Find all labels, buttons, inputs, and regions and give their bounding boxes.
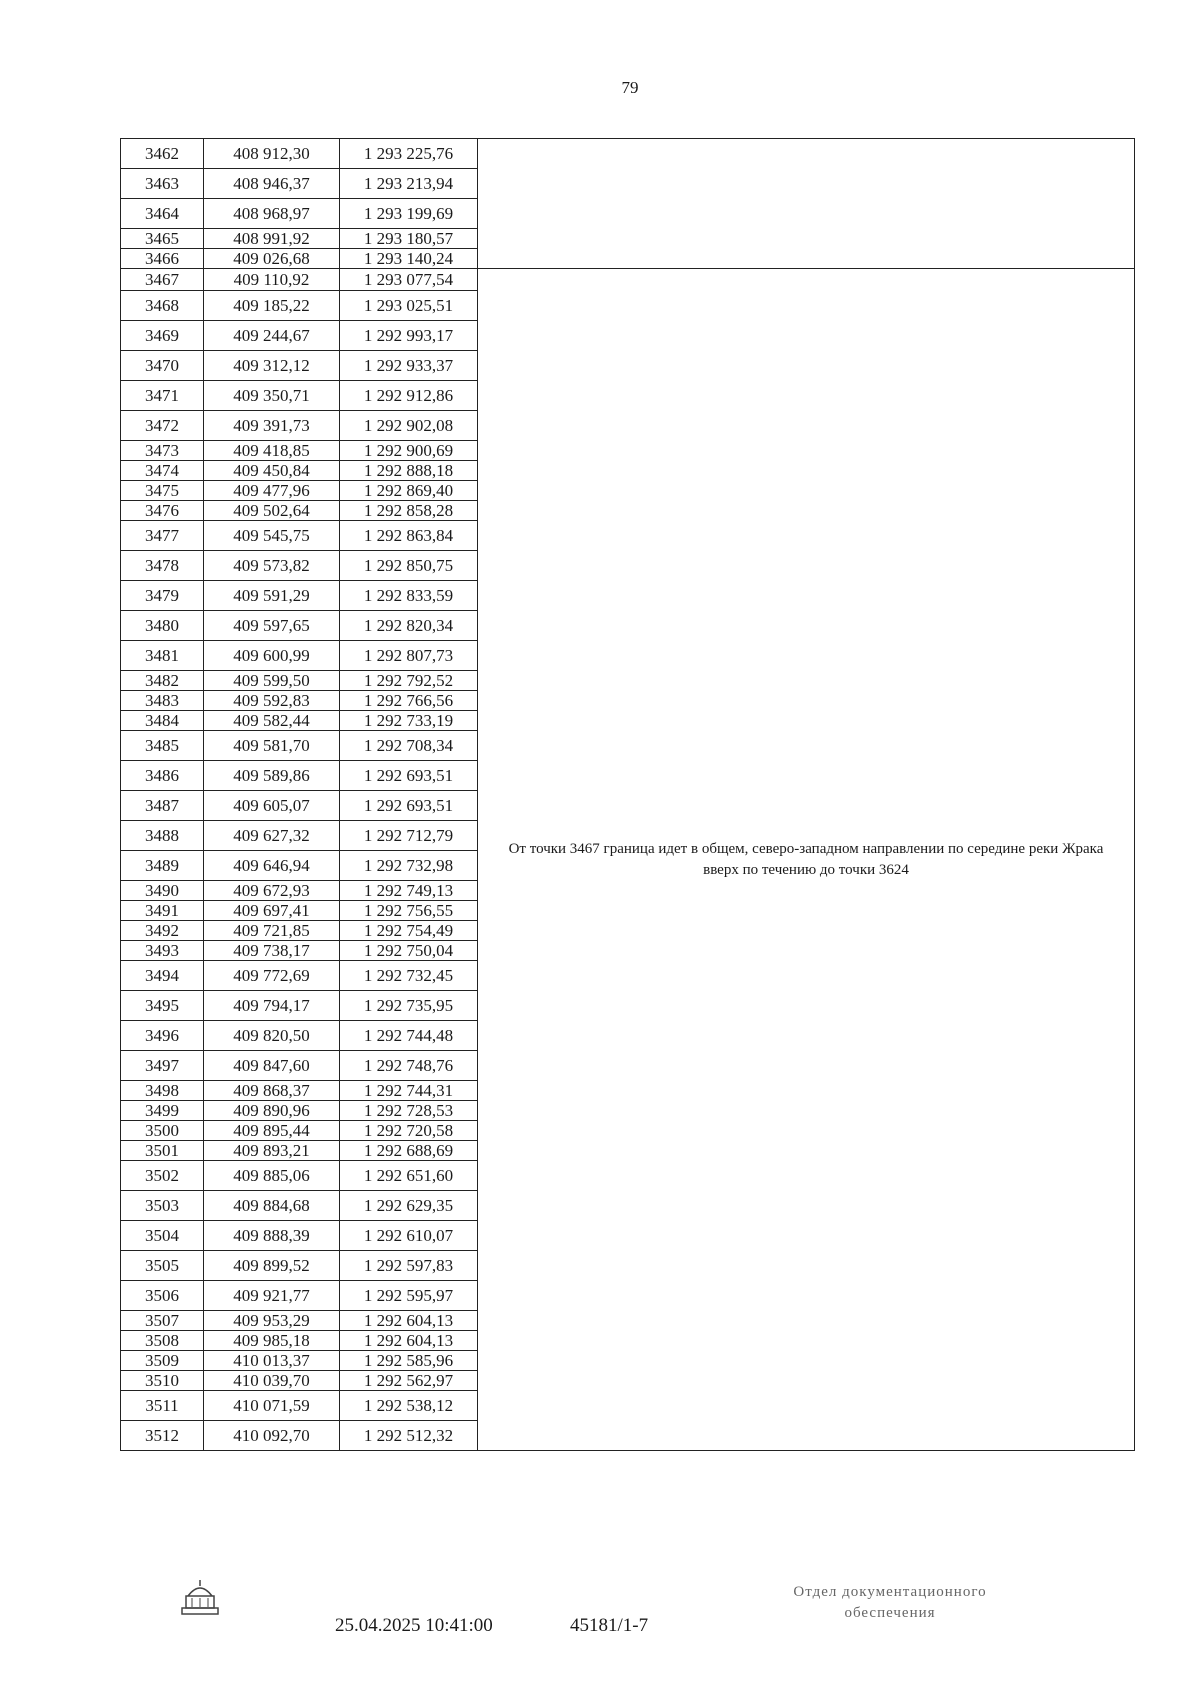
x-coordinate-cell: 409 888,39 (204, 1221, 340, 1251)
point-number-cell: 3467 (121, 269, 204, 291)
y-coordinate-cell: 1 292 933,37 (340, 351, 478, 381)
y-coordinate-cell: 1 293 140,24 (340, 249, 478, 269)
x-coordinate-cell: 409 591,29 (204, 581, 340, 611)
stamp-line-2: обеспечения (844, 1605, 936, 1621)
x-coordinate-cell: 409 772,69 (204, 961, 340, 991)
x-coordinate-cell: 409 899,52 (204, 1251, 340, 1281)
y-coordinate-cell: 1 292 869,40 (340, 481, 478, 501)
y-coordinate-cell: 1 292 651,60 (340, 1161, 478, 1191)
y-coordinate-cell: 1 293 180,57 (340, 229, 478, 249)
y-coordinate-cell: 1 292 712,79 (340, 821, 478, 851)
y-coordinate-cell: 1 292 597,83 (340, 1251, 478, 1281)
x-coordinate-cell: 410 071,59 (204, 1391, 340, 1421)
x-coordinate-cell: 409 582,44 (204, 711, 340, 731)
y-coordinate-cell: 1 293 199,69 (340, 199, 478, 229)
x-coordinate-cell: 408 912,30 (204, 139, 340, 169)
point-number-cell: 3486 (121, 761, 204, 791)
point-number-cell: 3510 (121, 1371, 204, 1391)
point-number-cell: 3503 (121, 1191, 204, 1221)
x-coordinate-cell: 409 953,29 (204, 1311, 340, 1331)
point-number-cell: 3491 (121, 901, 204, 921)
x-coordinate-cell: 409 185,22 (204, 291, 340, 321)
x-coordinate-cell: 408 946,37 (204, 169, 340, 199)
y-coordinate-cell: 1 292 733,19 (340, 711, 478, 731)
point-number-cell: 3492 (121, 921, 204, 941)
point-number-cell: 3469 (121, 321, 204, 351)
footer-document-number: 45181/1-7 (570, 1615, 649, 1636)
x-coordinate-cell: 409 847,60 (204, 1051, 340, 1081)
x-coordinate-cell: 409 589,86 (204, 761, 340, 791)
point-number-cell: 3473 (121, 441, 204, 461)
y-coordinate-cell: 1 292 744,48 (340, 1021, 478, 1051)
point-number-cell: 3482 (121, 671, 204, 691)
x-coordinate-cell: 409 244,67 (204, 321, 340, 351)
point-number-cell: 3498 (121, 1081, 204, 1101)
x-coordinate-cell: 409 026,68 (204, 249, 340, 269)
y-coordinate-cell: 1 292 629,35 (340, 1191, 478, 1221)
y-coordinate-cell: 1 292 585,96 (340, 1351, 478, 1371)
point-number-cell: 3506 (121, 1281, 204, 1311)
y-coordinate-cell: 1 292 604,13 (340, 1331, 478, 1351)
point-number-cell: 3493 (121, 941, 204, 961)
y-coordinate-cell: 1 292 604,13 (340, 1311, 478, 1331)
empty-description-cell (478, 139, 1135, 269)
point-number-cell: 3509 (121, 1351, 204, 1371)
boundary-description: От точки 3467 граница идет в общем, северо-западном направлении по середине реки Жрака вверх по течению до точки 3624 (478, 269, 1135, 1451)
x-coordinate-cell: 409 895,44 (204, 1121, 340, 1141)
point-number-cell: 3488 (121, 821, 204, 851)
y-coordinate-cell: 1 292 735,95 (340, 991, 478, 1021)
x-coordinate-cell: 409 794,17 (204, 991, 340, 1021)
point-number-cell: 3464 (121, 199, 204, 229)
x-coordinate-cell: 409 721,85 (204, 921, 340, 941)
point-number-cell: 3490 (121, 881, 204, 901)
y-coordinate-cell: 1 292 749,13 (340, 881, 478, 901)
point-number-cell: 3475 (121, 481, 204, 501)
point-number-cell: 3476 (121, 501, 204, 521)
point-number-cell: 3497 (121, 1051, 204, 1081)
y-coordinate-cell: 1 292 756,55 (340, 901, 478, 921)
x-coordinate-cell: 409 884,68 (204, 1191, 340, 1221)
x-coordinate-cell: 409 890,96 (204, 1101, 340, 1121)
point-number-cell: 3468 (121, 291, 204, 321)
y-coordinate-cell: 1 292 610,07 (340, 1221, 478, 1251)
x-coordinate-cell: 409 820,50 (204, 1021, 340, 1051)
emblem-icon (178, 1578, 222, 1618)
y-coordinate-cell: 1 292 693,51 (340, 791, 478, 821)
x-coordinate-cell: 409 581,70 (204, 731, 340, 761)
y-coordinate-cell: 1 292 728,53 (340, 1101, 478, 1121)
x-coordinate-cell: 409 599,50 (204, 671, 340, 691)
department-stamp (740, 1582, 1040, 1624)
coordinates-table (120, 138, 1135, 1451)
y-coordinate-cell: 1 292 792,52 (340, 671, 478, 691)
point-number-cell: 3471 (121, 381, 204, 411)
point-number-cell: 3466 (121, 249, 204, 269)
point-number-cell: 3494 (121, 961, 204, 991)
y-coordinate-cell: 1 292 888,18 (340, 461, 478, 481)
y-coordinate-cell: 1 292 688,69 (340, 1141, 478, 1161)
x-coordinate-cell: 409 450,84 (204, 461, 340, 481)
point-number-cell: 3508 (121, 1331, 204, 1351)
point-number-cell: 3495 (121, 991, 204, 1021)
point-number-cell: 3478 (121, 551, 204, 581)
x-coordinate-cell: 410 092,70 (204, 1421, 340, 1451)
y-coordinate-cell: 1 293 225,76 (340, 139, 478, 169)
x-coordinate-cell: 409 502,64 (204, 501, 340, 521)
point-number-cell: 3463 (121, 169, 204, 199)
point-number-cell: 3505 (121, 1251, 204, 1281)
y-coordinate-cell: 1 292 748,76 (340, 1051, 478, 1081)
x-coordinate-cell: 409 592,83 (204, 691, 340, 711)
x-coordinate-cell: 409 646,94 (204, 851, 340, 881)
x-coordinate-cell: 409 893,21 (204, 1141, 340, 1161)
y-coordinate-cell: 1 292 863,84 (340, 521, 478, 551)
y-coordinate-cell: 1 292 538,12 (340, 1391, 478, 1421)
y-coordinate-cell: 1 292 833,59 (340, 581, 478, 611)
x-coordinate-cell: 409 868,37 (204, 1081, 340, 1101)
point-number-cell: 3500 (121, 1121, 204, 1141)
x-coordinate-cell: 409 477,96 (204, 481, 340, 501)
point-number-cell: 3504 (121, 1221, 204, 1251)
x-coordinate-cell: 409 391,73 (204, 411, 340, 441)
point-number-cell: 3477 (121, 521, 204, 551)
x-coordinate-cell: 409 985,18 (204, 1331, 340, 1351)
point-number-cell: 3502 (121, 1161, 204, 1191)
x-coordinate-cell: 409 885,06 (204, 1161, 340, 1191)
point-number-cell: 3507 (121, 1311, 204, 1331)
point-number-cell: 3472 (121, 411, 204, 441)
y-coordinate-cell: 1 292 900,69 (340, 441, 478, 461)
footer-date: 25.04.2025 10:41:00 (335, 1615, 493, 1636)
x-coordinate-cell: 409 672,93 (204, 881, 340, 901)
point-number-cell: 3489 (121, 851, 204, 881)
point-number-cell: 3462 (121, 139, 204, 169)
y-coordinate-cell: 1 292 732,45 (340, 961, 478, 991)
point-number-cell: 3501 (121, 1141, 204, 1161)
x-coordinate-cell: 409 627,32 (204, 821, 340, 851)
y-coordinate-cell: 1 292 512,32 (340, 1421, 478, 1451)
stamp-line-1: Отдел документационного (793, 1584, 987, 1600)
x-coordinate-cell: 409 697,41 (204, 901, 340, 921)
y-coordinate-cell: 1 292 902,08 (340, 411, 478, 441)
y-coordinate-cell: 1 292 595,97 (340, 1281, 478, 1311)
x-coordinate-cell: 409 597,65 (204, 611, 340, 641)
point-number-cell: 3485 (121, 731, 204, 761)
point-number-cell: 3483 (121, 691, 204, 711)
point-number-cell: 3481 (121, 641, 204, 671)
point-number-cell: 3496 (121, 1021, 204, 1051)
x-coordinate-cell: 409 921,77 (204, 1281, 340, 1311)
y-coordinate-cell: 1 292 820,34 (340, 611, 478, 641)
y-coordinate-cell: 1 292 807,73 (340, 641, 478, 671)
y-coordinate-cell: 1 292 993,17 (340, 321, 478, 351)
y-coordinate-cell: 1 293 025,51 (340, 291, 478, 321)
y-coordinate-cell: 1 292 858,28 (340, 501, 478, 521)
x-coordinate-cell: 409 573,82 (204, 551, 340, 581)
point-number-cell: 3512 (121, 1421, 204, 1451)
point-number-cell: 3479 (121, 581, 204, 611)
x-coordinate-cell: 409 110,92 (204, 269, 340, 291)
x-coordinate-cell: 410 013,37 (204, 1351, 340, 1371)
y-coordinate-cell: 1 292 744,31 (340, 1081, 478, 1101)
x-coordinate-cell: 409 600,99 (204, 641, 340, 671)
point-number-cell: 3470 (121, 351, 204, 381)
x-coordinate-cell: 409 738,17 (204, 941, 340, 961)
point-number-cell: 3487 (121, 791, 204, 821)
y-coordinate-cell: 1 293 077,54 (340, 269, 478, 291)
point-number-cell: 3511 (121, 1391, 204, 1421)
y-coordinate-cell: 1 292 766,56 (340, 691, 478, 711)
y-coordinate-cell: 1 292 708,34 (340, 731, 478, 761)
x-coordinate-cell: 408 991,92 (204, 229, 340, 249)
x-coordinate-cell: 409 545,75 (204, 521, 340, 551)
x-coordinate-cell: 409 312,12 (204, 351, 340, 381)
x-coordinate-cell: 409 605,07 (204, 791, 340, 821)
point-number-cell: 3480 (121, 611, 204, 641)
page-number: 79 (621, 78, 639, 97)
point-number-cell: 3465 (121, 229, 204, 249)
table-row (121, 269, 1135, 291)
x-coordinate-cell: 409 418,85 (204, 441, 340, 461)
y-coordinate-cell: 1 292 732,98 (340, 851, 478, 881)
point-number-cell: 3484 (121, 711, 204, 731)
y-coordinate-cell: 1 292 562,97 (340, 1371, 478, 1391)
x-coordinate-cell: 410 039,70 (204, 1371, 340, 1391)
point-number-cell: 3499 (121, 1101, 204, 1121)
y-coordinate-cell: 1 292 693,51 (340, 761, 478, 791)
y-coordinate-cell: 1 292 750,04 (340, 941, 478, 961)
point-number-cell: 3474 (121, 461, 204, 481)
y-coordinate-cell: 1 292 720,58 (340, 1121, 478, 1141)
y-coordinate-cell: 1 292 912,86 (340, 381, 478, 411)
table-row (121, 139, 1135, 169)
x-coordinate-cell: 409 350,71 (204, 381, 340, 411)
x-coordinate-cell: 408 968,97 (204, 199, 340, 229)
y-coordinate-cell: 1 292 754,49 (340, 921, 478, 941)
y-coordinate-cell: 1 292 850,75 (340, 551, 478, 581)
y-coordinate-cell: 1 293 213,94 (340, 169, 478, 199)
